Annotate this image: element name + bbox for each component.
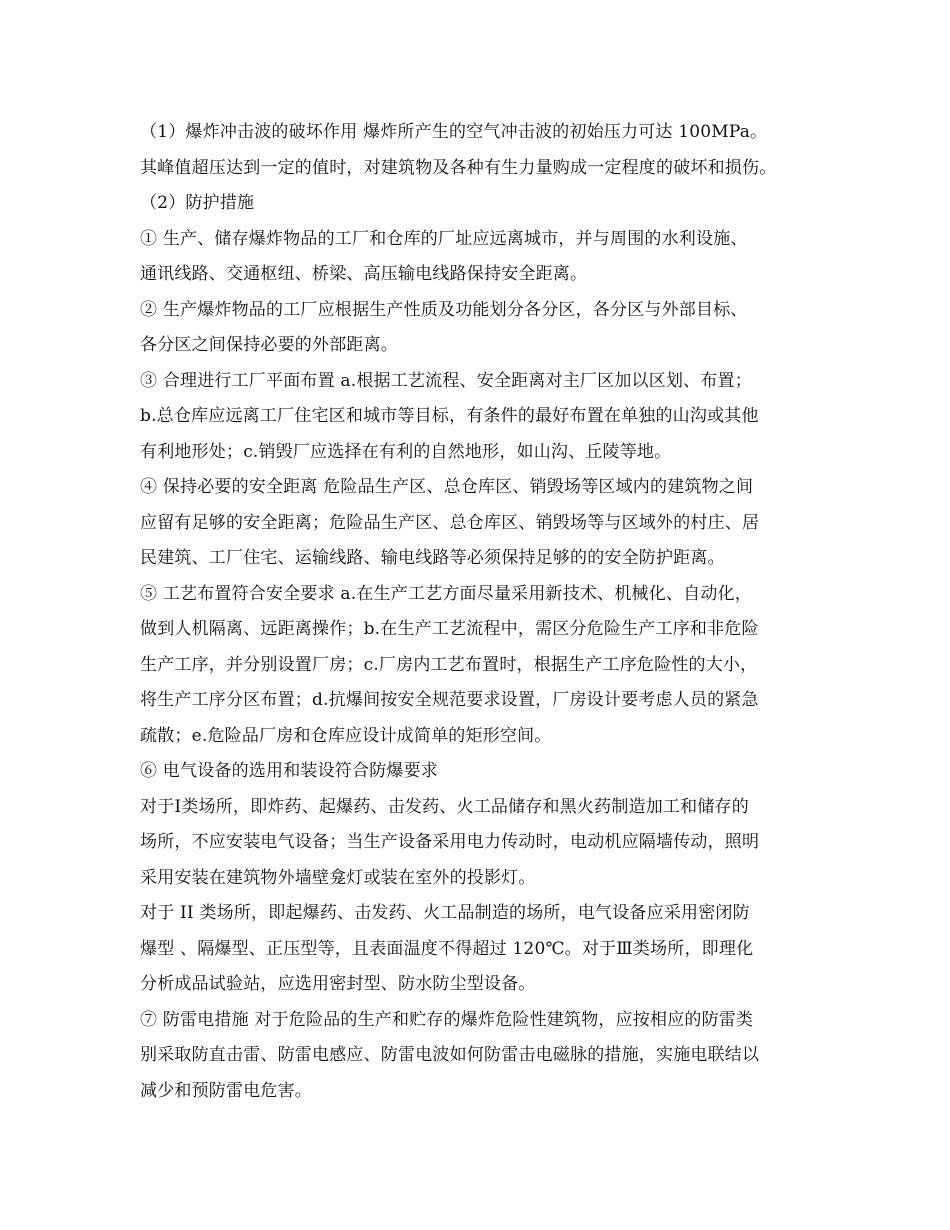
text-line: ⑤ 工艺布置符合安全要求 a.在生产工艺方面尽量采用新技术、机械化、自动化，: [140, 583, 752, 604]
text-line: ② 生产爆炸物品的工厂应根据生产性质及功能划分各分区，各分区与外部目标、: [140, 299, 748, 320]
text-line: 有利地形处；c.销毁厂应选择在有利的自然地形，如山沟、丘陵等地。: [140, 441, 672, 462]
text-line: 做到人机隔离、远距离操作；b.在生产工艺流程中，需区分危险生产工序和非危险: [140, 619, 759, 639]
text-line: 爆型 、隔爆型、正压型等，且表面温度不得超过 120℃。对于Ⅲ类场所，即理化: [140, 938, 754, 959]
text-line: 疏散；e.危险品厂房和仓库应设计成简单的矩形空间。: [140, 725, 552, 746]
text-line: 民建筑、工厂住宅、运输线路、输电线路等必须保持足够的的安全防护距离。: [140, 548, 725, 568]
text-line: ① 生产、储存爆炸物品的工厂和仓库的厂址应远离城市，并与周围的水利设施、: [140, 228, 748, 249]
text-line: 将生产工序分区布置；d.抗爆间按安全规范要求设置，厂房设计要考虑人员的紧急: [140, 690, 759, 710]
text-line: ⑦ 防雷电措施 对于危险品的生产和贮存的爆炸危险性建筑物，应按相应的防雷类: [140, 1009, 754, 1030]
text-line: 其峰值超压达到一定的值时，对建筑物及各种有生力量购成一定程度的破坏和损伤。: [140, 157, 777, 178]
document-body: [140, 115, 830, 1109]
text-line: 对于Ⅰ类场所，即炸药、起爆药、击发药、火工品储存和黑火药制造加工和储存的: [140, 796, 749, 817]
text-line: 分析成品试验站，应选用密封型、防水防尘型设备。: [140, 974, 536, 994]
text-line: b.总仓库应远离工厂住宅区和城市等目标，有条件的最好布置在单独的山沟或其他: [140, 406, 759, 426]
text-line: 各分区之间保持必要的外部距离。: [140, 335, 398, 355]
text-line: 别采取防直击雷、防雷电感应、防雷电波如何防雷击电磁脉的措施，实施电联结以: [140, 1045, 760, 1065]
text-line: （1）爆炸冲击波的破坏作用 爆炸所产生的空气冲击波的初始压力可达 100MPa。: [140, 122, 768, 142]
text-line: ⑥ 电气设备的选用和装设符合防爆要求: [140, 761, 439, 781]
text-line: ④ 保持必要的安全距离 危险品生产区、总仓库区、销毁场等区域内的建筑物之间: [140, 477, 754, 497]
text-line: 通讯线路、交通枢纽、桥梁、高压输电线路保持安全距离。: [140, 264, 588, 284]
text-line: 生产工序，并分别设置厂房；c.厂房内工艺布置时，根据生产工序危险性的大小，: [140, 654, 758, 675]
text-line: 场所，不应安装电气设备；当生产设备采用电力传动时，电动机应隔墙传动，照明: [140, 832, 760, 852]
text-line: 应留有足够的安全距离；危险品生产区、总仓库区、销毁场等与区域外的村庄、居: [140, 512, 760, 533]
text-line: 对于 II 类场所，即起爆药、击发药、火工品制造的场所，电气设备应采用密闭防: [140, 903, 750, 923]
text-line: ③ 合理进行工厂平面布置 a.根据工艺流程、安全距离对主厂区加以区划、布置；: [140, 370, 752, 391]
text-line: （2）防护措施: [140, 193, 255, 213]
text-line: 采用安装在建筑物外墙壁龛灯或装在室外的投影灯。: [140, 867, 536, 888]
text-line: 减少和预防雷电危害。: [140, 1080, 312, 1101]
